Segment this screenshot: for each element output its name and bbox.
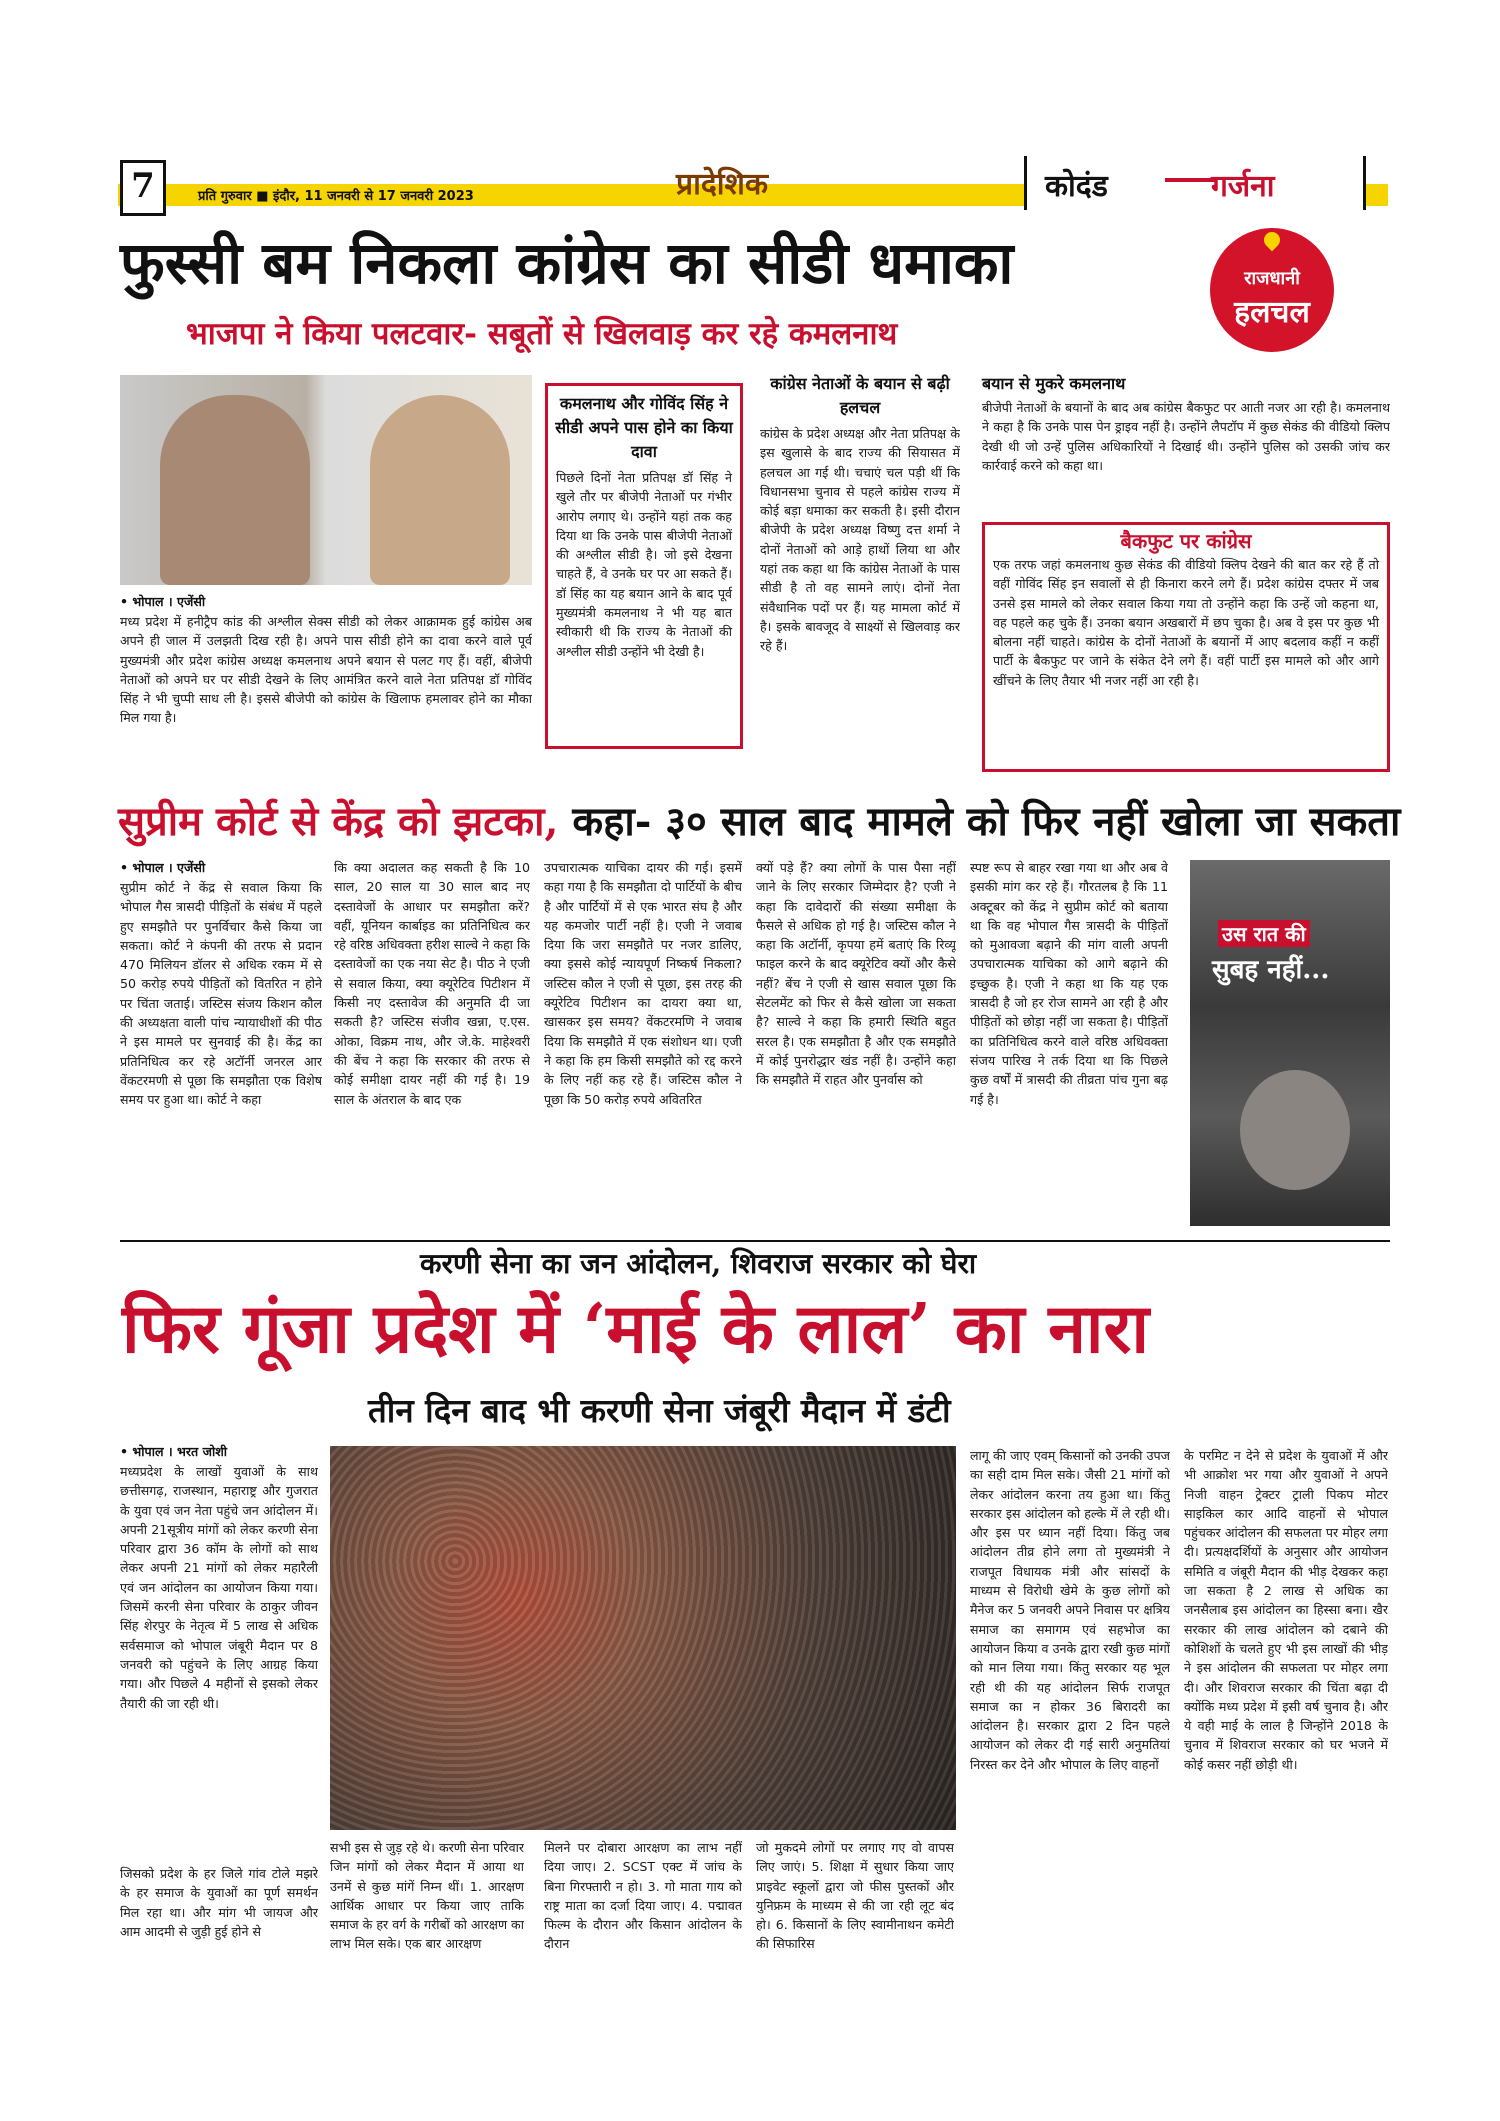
story1-col4-title: बयान से मुकरे कमलनाथ	[982, 374, 1126, 393]
location-pin-icon	[1261, 229, 1284, 252]
story1-col4-text: बीजेपी नेताओं के बयानों के बाद अब कांग्रेस बैकफुट पर आती नजर आ रही है। कमलनाथ ने कहा है कि उनके पास पेन ड्राइव नहीं है। उन्होंने लैपटॉप में कुछ सेकंड की वीडियो क्लिप देखी थी जो उन्हें पुलिस अधिकारियों ने दिखाई थी। उन्होंने पुलिस को उसकी जांच कर कार्रवाई करने को कहा था।	[982, 400, 1390, 473]
story2-byline: • भोपाल । एजेंसी	[120, 860, 206, 875]
story2-col3: उपचारात्मक याचिका दायर की गई। इसमें कहा गया है कि समझौता दो पार्टियों के बीच है और पार्टियों में से एक भारत संघ है और यह कमजोर पार्टी नहीं है। एजी ने जवाब दिया कि जरा समझौते पर नजर डालिए, क्या इससे कोई न्यायपूर्ण निष्कर्ष निकला? जस्टिस कौल ने एजी से पूछा, इस तरह की क्यूरेटिव पिटीशन का दायरा क्या था, खासकर इस समय? वेंकटरमणि ने जवाब दिया कि समझौते में एक संशोधन था। एजी ने कहा कि हम किसी समझौते को रद्द करने के लिए नहीं कह रहे हैं। जस्टिस कौल ने पूछा कि 50 करोड़ रुपये अवितरित	[544, 860, 742, 1107]
logo-right-text: गर्जना	[1211, 169, 1275, 204]
poster-line1: उस रात की	[1218, 920, 1310, 947]
badge-line1: राजधानी	[1244, 268, 1300, 289]
crowd-pattern	[330, 1446, 956, 1830]
story1-col1: मध्य प्रदेश में हनीट्रैप कांड की अश्लील सेक्स सीडी को लेकर आक्रामक हुई कांग्रेस अब अपने ही जाल में उलझती दिख रही है। अपने पास सीडी होने का दावा करने वाले पूर्व मुख्यमंत्री और प्रदेश कांग्रेस अध्यक्ष कमलनाथ अपने बयान से पलट गए हैं। वहीं, बीजेपी नेताओं को अपने घर पर सीडी देखने के लिए आमंत्रित करने वाले नेता प्रतिपक्ष डॉ गोविंद सिंह ने भी चुप्पी साध ली है। इससे बीजेपी को कांग्रेस के खिलाफ हमलावर होने का मौका मिल गया है।	[120, 614, 532, 726]
story1-box-title: कमलनाथ और गोविंद सिंह ने सीडी अपने पास होने का किया दावा	[555, 394, 733, 461]
story2-headline-red: सुप्रीम कोर्ट से केंद्र को झटका,	[118, 798, 559, 845]
story3-col1b: जिसको प्रदेश के हर जिले गांव टोले मझरे के हर समाज के युवाओं का पूर्ण समर्थन मिल रहा था। और मांग भी जायज और आम आदमी से जुड़ी हुई होने से	[120, 1866, 318, 1939]
dateline: प्रति गुरुवार ■ इंदौर, 11 जनवरी से 17 जनवरी 2023	[198, 189, 474, 204]
story2-col1: सुप्रीम कोर्ट ने केंद्र से सवाल किया कि भोपाल गैस त्रासदी पीड़ितों के संबंध में पहले हुए समझौते पर पुनर्विचार कैसे किया जा सकता। कोर्ट ने कंपनी की तरफ से प्रदान 470 मिलियन डॉलर से अधिक रकम में से 50 करोड़ रुपये पीड़ितों को वितरित न होने पर चिंता जताई। जस्टिस संजय किशन कौल की अध्यक्षता वाली पांच न्यायाधीशों की पीठ ने इस मामले पर सुनवाई की है। केंद्र का प्रतिनिधित्व कर रहे अटॉर्नी जनरल आर वेंकटरमणी से पूछा कि समझौता एक विशेष समय पर हुआ था। कोर्ट ने कहा	[120, 880, 322, 1108]
person-left-silhouette	[160, 395, 310, 585]
story3-col5: लागू की जाए एवम् किसानों को उनकी उपज का सही दाम मिल सके। जैसी 21 मांगों को लेकर आंदोलन करना तय हुआ था। किंतु सरकार इस आंदोलन को हल्के में ले रही थी। और इस पर ध्यान नहीं दिया। किंतु जब आंदोलन तीव्र होने लगा तो मुख्यमंत्री ने राजपूत विधायक मंत्री और सांसदों के माध्यम से विरोधी खेमे के कुछ लोगों को मैनेज कर 5 जनवरी अपने निवास पर क्षत्रिय समाज का समागम एवं सहभोज का आयोजन किया व उनके द्वारा रखी कुछ मांगों को मान लिया गया। किंतु सरकार यह भूल रही थी की यह आंदोलन सिर्फ राजपूत समाज का न होकर 36 बिरादरी का आंदोलन है। सरकार द्वारा 2 दिन पहले आयोजन को लेकर दी गई सारी अनुमतियां निरस्त कर देने और भोपाल के लिए वाहनों	[970, 1448, 1170, 1772]
story1-col3-text: कांग्रेस के प्रदेश अध्यक्ष और नेता प्रतिपक्ष के इस खुलासे के बाद राज्य की सियासत में हलचल आ गई थी। चचाएं चल पड़ी थीं कि विधानसभा चुनाव से पहले कांग्रेस राज्य में कोई बड़ा धमाका कर सकती है। इसी दौरान बीजेपी के प्रदेश अध्यक्ष विष्णु दत्त शर्मा ने दोनों नेताओं को आड़े हाथों लिया था और यहां तक कहा था कि कांग्रेस नेताओं के पास सीडी है तो वह सामने लाएं। दोनों नेता संवैधानिक पदों पर हैं। यह मामला कोर्ट में है। इसके बावजूद वे साक्ष्यों से खिलवाड़ कर रहे हैं।	[760, 426, 960, 654]
gas-tragedy-poster	[1190, 860, 1390, 1226]
story1-box-text: पिछले दिनों नेता प्रतिपक्ष डॉ सिंह ने खुले तौर पर बीजेपी नेताओं पर गंभीर आरोप लगाए थे। उन्होंने यहां तक कह दिया था कि उनके पास बीजेपी नेताओं की अश्लील सीडी है। जो इसे देखना चाहते हैं, वे उनके घर पर आ सकते हैं। डॉ सिंह का यह बयान आने के बाद पूर्व मुख्यमंत्री कमलनाथ ने भी यह बात स्वीकारी थी कि राज्य के नेताओं की अश्लील सीडी उन्होंने भी देखी है।	[556, 470, 732, 659]
story3-subheadline: तीन दिन बाद भी करणी सेना जंबूरी मैदान में डंटी	[368, 1391, 951, 1430]
story1-subheadline: भाजपा ने किया पलटवार- सबूतों से खिलवाड़ कर रहे कमलनाथ	[186, 316, 898, 352]
story3-col6: के परमिट न देने से प्रदेश के युवाओं में और भी आक्रोश भर गया और युवाओं ने अपने निजी वाहन ट्रेक्टर ट्राली पिकप मोटर साइकिल कार आदि वाहनों से भोपाल पहुंचकर आंदोलन की सफलता पर मोहर लगा दी। प्रत्यक्षदर्शियों के अनुसार और आयोजन समिति व जंबूरी मैदान की भीड़ देखकर कहा जा सकता है 2 लाख से अधिक का जनसैलाब इस आंदोलन का हिस्सा बना। खैर सरकार की लाख आंदोलन को दबाने की कोशिशों के चलते हुए भी इस लाखों की भीड़ ने इस आंदोलन की सफलता पर मोहर लगा दी। और शिवराज सरकार की चिंता बढ़ा दी क्योंकि मध्य प्रदेश में इसी वर्ष चुनाव है। और ये वही माई के लाल है जिन्होंने 2018 के चुनाव में शिवराज सरकार को घर भजने में कोई कसर नहीं छोड़ी थी।	[1184, 1448, 1388, 1772]
page-number: 7	[120, 160, 166, 216]
arrow-icon	[1165, 178, 1215, 182]
rajdhani-halchal-badge	[1210, 228, 1334, 352]
story3-col2: सभी इस से जुड़ रहे थे। करणी सेना परिवार जिन मांगों को लेकर मैदान में आया था उनमें से कुछ मांगें निम्न थीं। 1. आरक्षण आर्थिक आधार पर किया जाए ताकि समाज के हर वर्ग के गरीबों को आरक्षण का लाभ मिल सके। एक बार आरक्षण	[330, 1840, 524, 1952]
story2-headline-black: कहा- ३० साल बाद मामले को फिर नहीं खोला जा सकता	[572, 798, 1401, 845]
story3-byline: • भोपाल । भरत जोशी	[120, 1444, 228, 1459]
child-face-image	[1240, 1070, 1350, 1190]
story3-col1a: मध्यप्रदेश के लाखों युवाओं के साथ छत्तीसगढ़, राजस्थान, महाराष्ट्र और गुजरात के युवा एवं जन नेता पहुंचे जन आंदोलन में। अपनी 21सूत्रीय मांगों को लेकर करणी सेना परिवार द्वारा 36 कॉम के लोगों को साथ लेकर अपनी 21 मांगों को लेकर महारैली एवं जन आंदोलन का आयोजन किया गया। जिसमें करनी सेना परिवार के ठाकुर जीवन सिंह शेरपुर के नेतृत्व में 5 लाख से अधिक सर्वसमाज को भोपाल जंबूरी मैदान पर 8 जनवरी को पहुंचने के लिए आग्रह किया गया। और पिछले 4 महीनों से इसको लेकर तैयारी की जा रही थी।	[120, 1464, 318, 1711]
story3-headline: फिर गूंजा प्रदेश में ‘माई के लाल’ का नारा	[122, 1289, 1149, 1369]
story3-top-rule	[120, 1240, 1390, 1242]
story2-col5: स्पष्ट रूप से बाहर रखा गया था और अब वे इसकी मांग कर रहे हैं। गौरतलब है कि 11 अक्टूबर को केंद्र ने सुप्रीम कोर्ट को बताया था कि वह भोपाल गैस त्रासदी के पीड़ितों को मुआवजा बढ़ाने की मांग वाली अपनी उपचारात्मक याचिका को आगे बढ़ाने की इच्छुक है। एजी ने कहा था कि यह एक त्रासदी है जो हर रोज सामने आ रही है और पीड़ितों को छोड़ा नहीं जा सकता है। पीड़ितों का प्रतिनिधित्व करने वाले वरिष्ठ अधिवक्ता संजय पारिख ने तर्क दिया था कि पिछले कुछ वर्षों में त्रासदी की तीव्रता पांच गुना बढ़ गई है।	[970, 860, 1168, 1107]
logo-left-text: कोदंड	[1045, 169, 1108, 204]
story3-kicker: करणी सेना का जन आंदोलन, शिवराज सरकार को घेरा	[420, 1247, 977, 1280]
masthead-logo	[1024, 156, 1366, 210]
section-label: प्रादेशिक	[676, 167, 768, 202]
story3-col3: मिलने पर दोबारा आरक्षण का लाभ नहीं दिया जाए। 2. SCST एक्ट में जांच के बिना गिरफ्तारी न हो। 3. गो माता गाय को राष्ट्र माता का दर्जा दिया जाए। 4. पद्मावत फिल्म के दौरान और किसान आंदोलन के दौरान	[544, 1840, 742, 1952]
karni-sena-crowd-photo	[330, 1446, 956, 1830]
story1-col3-title: कांग्रेस नेताओं के बयान से बढ़ी हलचल	[770, 374, 950, 417]
story3-col4: जो मुकदमे लोगों पर लगाए गए वो वापस लिए जाएं। 5. शिक्षा में सुधार किया जाए प्राइवेट स्कूलों द्वारा जो फीस पुस्तकों और युनिफ्रम के माध्यम से की जा रही लूट बंद हो। 6. किसानों के लिए स्वामीनाथन कमेटी की सिफारिस	[756, 1840, 954, 1952]
badge-line2: हलचल	[1234, 295, 1310, 330]
story2-col4: क्यों पड़े हैं? क्या लोगों के पास पैसा नहीं जाने के लिए सरकार जिम्मेदार है? एजी ने कहा कि दावेदारों की संख्या समीक्षा के फैसले से अधिक हो गई है। जस्टिस कौल ने कहा कि अटॉर्नी, कृपया हमें बताएं कि रिव्यू फाइल करने के बाद क्यूरेटिव क्यों और कैसे नहीं? बेंच ने एजी से खास सवाल पूछा कि सेटलमेंट को फिर से कैसे खोला जा सकता है? साल्वे ने कहा कि हमारी स्थिति बहुत सरल है। एक समझौता है और एक समझौते में कोई पुनरोद्धार खंड नहीं है। उन्होंने कहा कि समझौते में राहत और पुनर्वास को	[756, 860, 956, 1088]
story1-box2-title: बैकफुट पर कांग्रेस	[1120, 529, 1252, 553]
story1-box2	[982, 522, 1390, 772]
story1-box	[545, 383, 743, 749]
poster-line2: सुबह नहीं...	[1212, 955, 1330, 985]
person-right-silhouette	[370, 395, 510, 585]
kamalnath-govind-photo	[120, 375, 532, 585]
story1-byline: • भोपाल । एजेंसी	[120, 594, 206, 609]
story1-box2-text: एक तरफ जहां कमलनाथ कुछ सेकंड की वीडियो क्लिप देखने की बात कर रहे हैं तो वहीं गोविंद सिंह इन सवालों से ही किनारा करने लगे हैं। प्रदेश कांग्रेस दफ्तर में जब उनसे इस मामले को लेकर सवाल किया गया तो उन्होंने कहा कि उन्हें जो कहना था, वह पहले कह चुके हैं। उनका बयान अखबारों में छप चुका है। अब वे इस पर कुछ भी बोलना नहीं चाहते। कांग्रेस के दोनों नेताओं के बयानों में आए बदलाव कहीं न कहीं पार्टी के बैकफुट पर जाने के संकेत देने लगे हैं। वहीं पार्टी इस मामले को और आगे खींचने के लिए तैयार भी नजर नहीं आ रही है।	[993, 557, 1379, 688]
story2-headline	[118, 794, 1400, 850]
story1-headline: फुस्सी बम निकला कांग्रेस का सीडी धमाका	[120, 229, 1014, 297]
story2-col2: कि क्या अदालत कह सकती है कि 10 साल, 20 साल या 30 साल बाद नए दस्तावेजों के आधार पर समझौता करें? वहीं, यूनियन कार्बाइड का प्रतिनिधित्व कर रहे वरिष्ठ अधिवक्ता हरीश साल्वे ने कहा कि दस्तावेजों का एक नया सेट है। पीठ ने एजी से सवाल किया, क्या क्यूरेटिव पिटीशन में किसी नए दस्तावेज की अनुमति दी जा सकती है? जस्टिस संजीव खन्ना, ए.एस. ओका, विक्रम नाथ, और जे.के. माहेश्वरी की बेंच ने कहा कि सरकार की तरफ से कोई समीक्षा दायर नहीं की गई है। 19 साल के अंतराल के बाद एक	[334, 860, 530, 1107]
